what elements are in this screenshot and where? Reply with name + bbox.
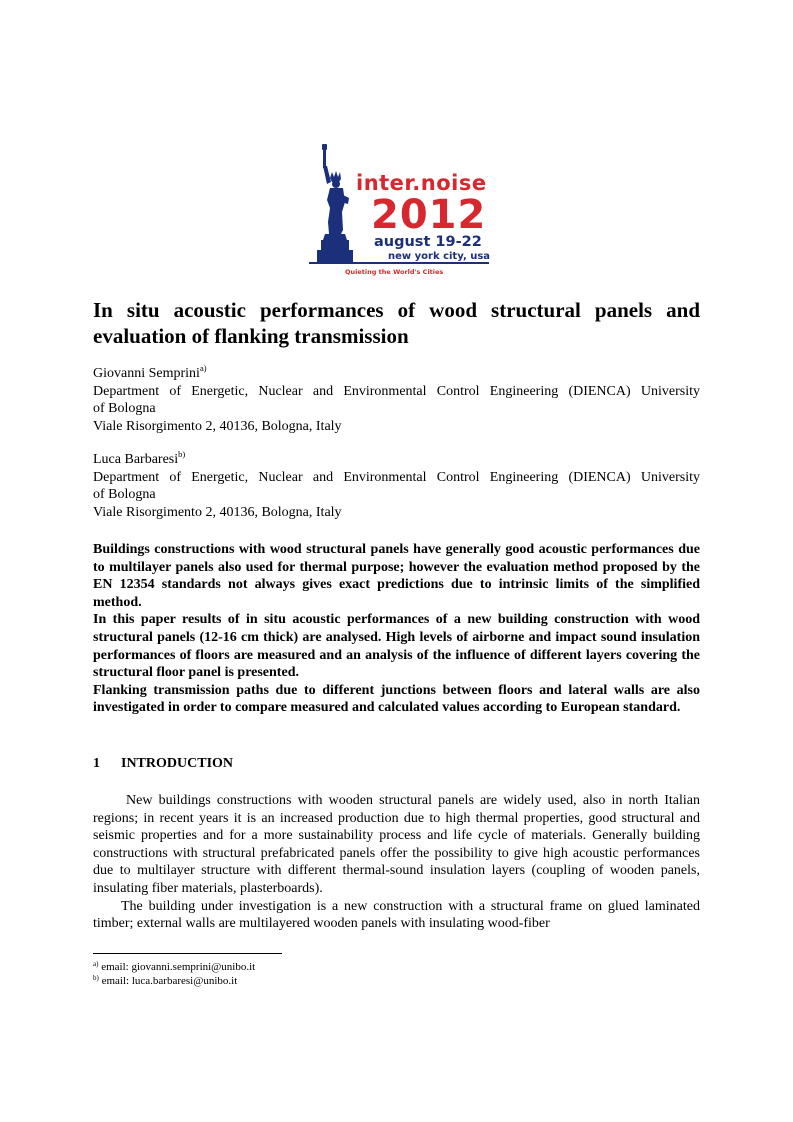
footnote-2 bbox=[93, 974, 237, 988]
abstract bbox=[93, 541, 700, 717]
author-affiliation-cont: of Bologna bbox=[93, 487, 156, 502]
logo-brand-text: inter.noise bbox=[356, 171, 487, 195]
author-marker: b) bbox=[178, 449, 186, 459]
body-text bbox=[93, 792, 700, 933]
footnote-marker: a) bbox=[93, 960, 99, 968]
section-heading bbox=[93, 755, 700, 773]
author-marker: a) bbox=[199, 363, 207, 373]
logo-city-text: new york city, usa bbox=[388, 251, 491, 262]
footnote-marker: b) bbox=[93, 974, 99, 982]
abstract-paragraph: In this paper results of in situ acoustic performances of a new building construction with wood structural panels (12-16 cm thick) are analysed. High levels of airborne and impact sound insulation performances of floors are measured and an analysis of the influence of different layers covering the structural floor panel is presented. bbox=[93, 612, 700, 681]
abstract-paragraph: Buildings constructions with wood structural panels have generally good acoustic performances due to multilayer panels also used for thermal purpose; however the evaluation method proposed by the EN 12354 standards not always gives exact predictions due to intrinsic limits of the simplified method. bbox=[93, 542, 700, 610]
conference-logo bbox=[305, 142, 495, 280]
logo-tagline: Quieting the World's Cities bbox=[345, 268, 444, 276]
abstract-paragraph: Flanking transmission paths due to different junctions between floors and lateral walls are also investigated in order to compare measured and calculated values according to European standard. bbox=[93, 682, 700, 716]
logo-year-text: 2012 bbox=[371, 192, 487, 238]
author-name bbox=[93, 451, 700, 469]
author-name bbox=[93, 365, 700, 383]
footnote-1 bbox=[93, 960, 255, 974]
author-name-text: Giovanni Semprini bbox=[93, 366, 200, 381]
section-title: INTRODUCTION bbox=[121, 756, 234, 771]
footnote-rule bbox=[93, 953, 282, 954]
footnote-email: email: giovanni.semprini@unibo.it bbox=[98, 961, 256, 973]
author-affiliation: Department of Energetic, Nuclear and Environmental Control Engineering (DIENCA) University bbox=[93, 469, 700, 485]
paper-title bbox=[93, 297, 700, 349]
author-name-text: Luca Barbaresi bbox=[93, 452, 179, 467]
logo-dates-text: august 19-22 bbox=[374, 234, 482, 250]
author-block-1 bbox=[93, 365, 700, 435]
author-affiliation: Department of Energetic, Nuclear and Environmental Control Engineering (DIENCA) University bbox=[93, 383, 700, 399]
author-block-2 bbox=[93, 451, 700, 521]
section-number: 1 bbox=[93, 756, 100, 771]
footnote-email: email: luca.barbaresi@unibo.it bbox=[98, 975, 238, 987]
author-affiliation-cont: of Bologna bbox=[93, 401, 156, 416]
author-address: Viale Risorgimento 2, 40136, Bologna, Italy bbox=[93, 418, 342, 434]
body-paragraph: New buildings constructions with wooden structural panels are widely used, also in north Italian regions; in recent years it is an increased production due to high thermal properties, good structural and seismic properties and for a more sustainability process and life cycle of materials. Generally building constructions with structural prefabricated panels offer the possibility to give high acoustic performances due to multilayer structure with different thermal-sound insulation layers (coupling of wooden panels, insulating fiber materials, plasterboards). bbox=[93, 793, 700, 896]
title-line-2: evaluation of flanking transmission bbox=[93, 324, 409, 348]
title-line-1: In situ acoustic performances of wood structural panels and bbox=[93, 298, 700, 322]
author-address: Viale Risorgimento 2, 40136, Bologna, Italy bbox=[93, 504, 342, 520]
body-paragraph: The building under investigation is a new construction with a structural frame on glued laminated timber; external walls are multilayered wooden panels with insulating wood-fiber bbox=[93, 898, 700, 932]
